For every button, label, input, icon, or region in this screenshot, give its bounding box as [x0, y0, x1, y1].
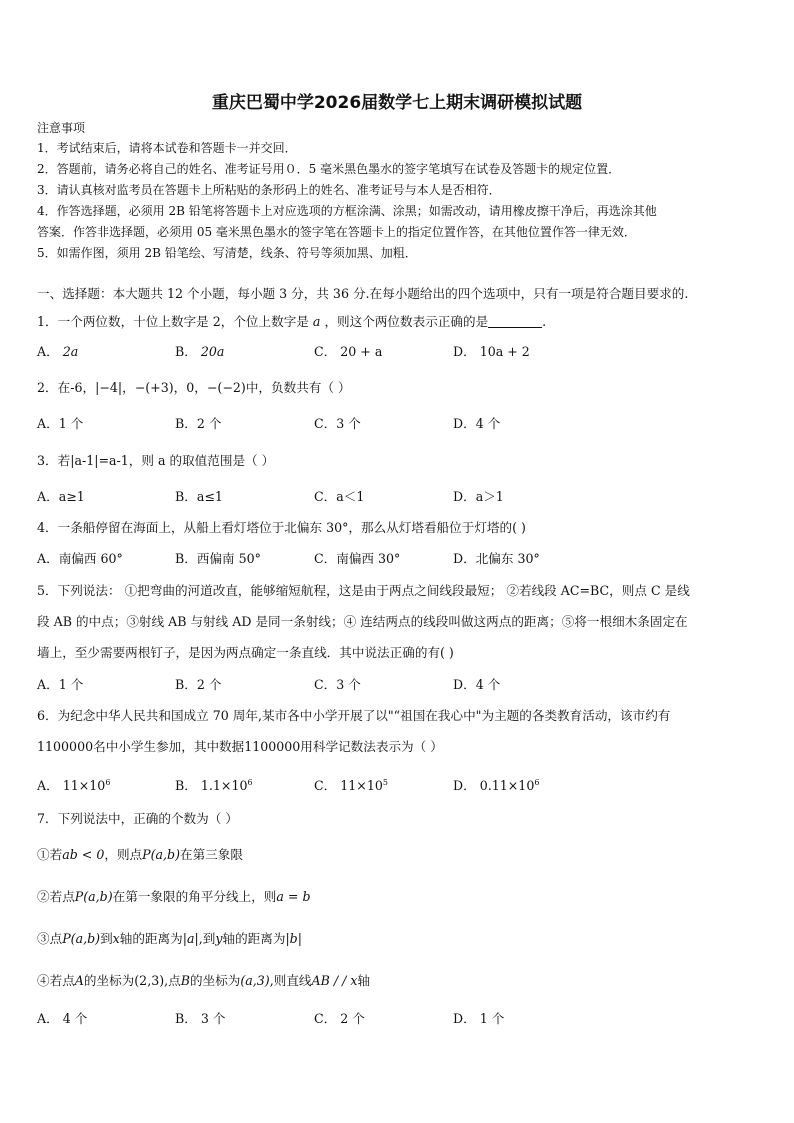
statement-2 [37, 889, 759, 905]
exponent: 6 [247, 778, 253, 787]
option-c: C．南偏西 30° [314, 551, 401, 566]
option-value: 11×10 [62, 778, 106, 793]
question-7: 7．下列说法中，正确的个数为（ ） [37, 811, 238, 826]
math-expr: AB / / x [311, 973, 358, 988]
option-value: 0.11×10 [479, 778, 535, 793]
question-5: 5．下列说法： ①把弯曲的河道改直，能够缩短航程，这是由于两点之间线段最短； ②若线段 AC=BC，则点 C 是线 [37, 583, 690, 598]
text: 到 [100, 931, 113, 946]
math-number: 1100000 [37, 739, 94, 754]
option-value: 2a [62, 344, 79, 359]
option-b: B． 3 个 [175, 1011, 226, 1026]
question-1 [37, 314, 759, 330]
statement-3 [37, 931, 759, 947]
text: 的坐标为 [83, 973, 135, 988]
question-stem: ， [122, 380, 135, 395]
period: . [542, 314, 547, 329]
text: 轴的距离为 [119, 931, 183, 946]
math-var: a [312, 314, 321, 329]
notice-heading: 注意事项 [37, 121, 86, 135]
notice-item: 2．答题前，请务必将自己的姓名、准考证号用０．5 毫米黑色墨水的签字笔填写在试卷及答题卡的规定位置． [37, 162, 621, 176]
question-stem: ，则这个两位数表示正确的是 [324, 314, 489, 329]
option-b: B．西偏南 50° [175, 551, 261, 566]
notice-item: 5．如需作图，须用 2B 铅笔绘、写清楚，线条、符号等须加黑、加粗． [37, 246, 417, 260]
option-label: B． [175, 778, 197, 793]
option-label: C． [314, 778, 337, 793]
text: ，则点 [104, 847, 143, 862]
exponent: 6 [105, 778, 111, 787]
text: ③点 [37, 931, 63, 946]
answer-blank [488, 315, 542, 328]
text: ①若 [37, 847, 63, 862]
text: 在第一象限的角平分线上，则 [112, 889, 277, 904]
math-expr: |a| [182, 931, 199, 946]
option-b: B．a≤1 [175, 489, 223, 504]
question-4: 4．一条船停留在海面上，从船上看灯塔位于北偏东 30°，那么从灯塔看船位于灯塔的( ) [37, 520, 526, 535]
option-label: D． [453, 778, 476, 793]
question-6: 6．为纪念中华人民共和国成立 70 周年,某市各中小学开展了以"“祖国在我心中"为主题的各类教育活动，该市约有 [37, 708, 671, 723]
question-2 [37, 380, 759, 396]
option-c: C． 2 个 [314, 1011, 365, 1026]
option-a: A．南偏西 60° [37, 551, 123, 566]
text: ,点 [164, 973, 181, 988]
notice-item: 1．考试结束后，请将本试卷和答题卡一并交回． [37, 141, 297, 155]
option-d: D． 1 个 [453, 1011, 505, 1026]
question-stem: 1．一个两位数，十位上数字是 2，个位上数字是 [37, 314, 309, 329]
question-5-cont: 墙上，至少需要两根钉子，是因为两点确定一条直线．其中说法正确的有( ) [37, 645, 454, 660]
option-a: A．1 个 [37, 416, 84, 431]
option-value: 20 + a [340, 344, 383, 359]
option-c: C．3 个 [314, 416, 361, 431]
option-d [453, 775, 539, 794]
notice-item: 3．请认真核对监考员在答题卡上所粘贴的条形码上的姓名、准考证号与本人是否相符． [37, 183, 501, 197]
option-c: C．3 个 [314, 677, 361, 692]
math-expr: −(−2) [206, 380, 246, 395]
question-stem: 中，负数共有（ ） [245, 380, 351, 395]
option-a: A． 4 个 [37, 1011, 88, 1026]
question-3: 3．若|a-1|=a-1，则 a 的取值范围是（ ） [37, 453, 275, 468]
text: 在第三象限 [180, 847, 243, 862]
option-label: B． [175, 344, 197, 359]
option-c [314, 344, 382, 360]
option-d: D．a＞1 [453, 489, 504, 504]
text: ④若点 [37, 973, 75, 988]
option-label: C． [314, 344, 337, 359]
notice-item: 答案．作答非选择题，必须用 05 毫米黑色墨水的签字笔在答题卡上的指定位置作答，在其他位置作答一律无效． [37, 225, 636, 239]
math-var: A [74, 973, 84, 988]
option-d: D．4 个 [453, 677, 501, 692]
option-label: D． [453, 344, 476, 359]
page-title: 重庆巴蜀中学2026届数学七上期末调研模拟试题 [211, 93, 583, 113]
text: ②若点 [37, 889, 75, 904]
option-d [453, 344, 530, 360]
math-expr: P(a,b) [142, 847, 180, 862]
math-var: x [112, 931, 120, 946]
question-6-cont [37, 739, 759, 755]
math-expr: −(+3) [134, 380, 174, 395]
option-label: A． [37, 778, 59, 793]
option-label: A． [37, 344, 59, 359]
option-b: B．2 个 [175, 677, 222, 692]
notice-item: 4．作答选择题，必须用 2B 铅笔将答题卡上对应选项的方框涂满、涂黑；如需改动，请用橡皮擦干净后，再选涂其他 [37, 204, 657, 218]
option-value: 11×10 [340, 778, 383, 793]
option-value: 10a + 2 [479, 344, 530, 359]
option-a [37, 344, 78, 360]
math-expr: ab < 0 [62, 847, 105, 862]
statement-4 [37, 973, 759, 989]
option-value: 20a [200, 344, 225, 359]
option-a: A．1 个 [37, 677, 84, 692]
text: ,则直线 [269, 973, 312, 988]
math-var: y [215, 931, 223, 946]
option-d: D．北偏东 30° [453, 551, 540, 566]
math-var: B [180, 973, 190, 988]
math-expr: a = b [276, 889, 311, 904]
exponent: 5 [382, 778, 388, 787]
section-heading: 一、选择题：本大题共 12 个小题，每小题 3 分，共 36 分.在每小题给出的四个选项中，只有一项是符合题目要求的. [37, 286, 689, 301]
option-a: A．a≥1 [37, 489, 85, 504]
question-stem: 名中小学生参加，其中数据1100000用科学记数法表示为（ ） [93, 739, 443, 754]
math-expr: P(a,b) [74, 889, 113, 904]
option-c [314, 775, 388, 794]
math-expr: |b| [285, 931, 302, 946]
question-stem: 2．在-6， [37, 380, 96, 395]
exponent: 6 [534, 778, 540, 787]
question-5-cont: 段 AB 的中点；③射线 AB 与射线 AD 是同一条射线；④ 连结两点的线段叫做这两点的距离；⑤将一根细木条固定在 [37, 614, 688, 629]
math-expr: (2,3) [134, 973, 165, 988]
math-expr: P(a,b) [62, 931, 101, 946]
text: ,到 [198, 931, 216, 946]
text: 轴的距离为 [222, 931, 286, 946]
math-expr: (a,3) [240, 973, 270, 988]
option-b [175, 344, 224, 360]
question-stem: ，0， [173, 380, 207, 395]
math-expr: |−4| [95, 380, 123, 395]
option-value: 1.1×10 [200, 778, 248, 793]
option-a [37, 775, 110, 794]
text: 的坐标为 [190, 973, 241, 988]
text: 轴 [357, 973, 371, 988]
option-d: D．4 个 [453, 416, 501, 431]
option-b [175, 775, 253, 794]
statement-1 [37, 847, 759, 863]
option-c: C．a＜1 [314, 489, 365, 504]
option-b: B．2 个 [175, 416, 222, 431]
